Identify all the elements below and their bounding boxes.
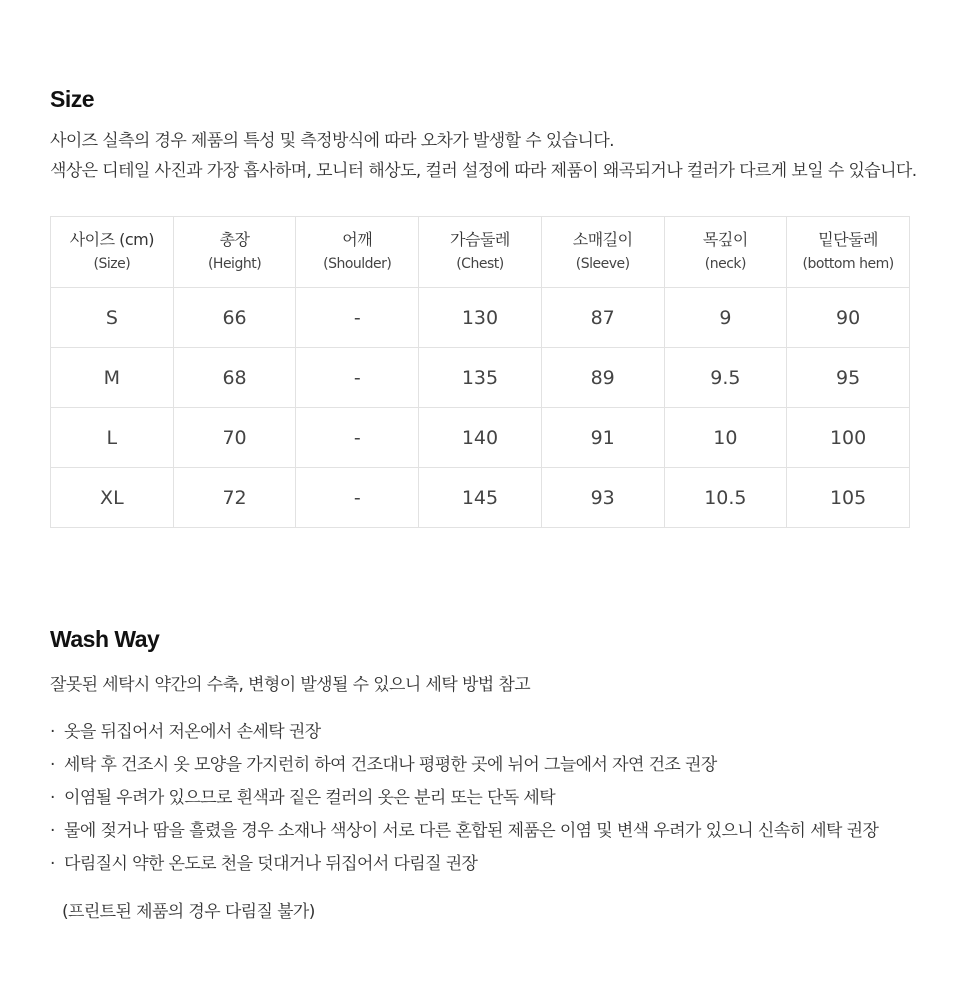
size-table-header-row (51, 217, 910, 288)
table-cell: 130 (419, 288, 542, 348)
list-item (50, 848, 878, 881)
header-shoulder (296, 217, 419, 288)
size-description-line-1: 사이즈 실측의 경우 제품의 특성 및 측정방식에 따라 오차가 발생할 수 있습니다. (50, 131, 614, 151)
table-cell: - (296, 348, 419, 408)
list-item (50, 815, 878, 848)
bullet-icon: · (50, 788, 55, 808)
wash-title: Wash Way (50, 626, 160, 652)
header-neck (664, 217, 787, 288)
table-cell: - (296, 408, 419, 468)
size-title: Size (50, 86, 95, 112)
table-cell: 9.5 (664, 348, 787, 408)
table-row (51, 408, 910, 468)
wash-intro: 잘못된 세탁시 약간의 수축, 변형이 발생될 수 있으니 세탁 방법 참고 (50, 675, 531, 695)
table-cell: - (296, 468, 419, 528)
header-label: 밑단둘레 (818, 230, 879, 249)
list-item-text: 이염될 우려가 있으므로 흰색과 짙은 컬러의 옷은 분리 또는 단독 세탁 (64, 788, 556, 808)
header-label: 가슴둘레 (450, 230, 510, 249)
table-cell: 10.5 (664, 468, 787, 528)
list-item-text: 옷을 뒤집어서 저온에서 손세탁 권장 (64, 722, 321, 742)
bullet-icon: · (50, 854, 55, 874)
size-table (50, 216, 910, 528)
table-cell: 91 (541, 408, 664, 468)
header-sub: (Sleeve) (575, 256, 630, 272)
table-cell: 68 (173, 348, 296, 408)
list-item-text: 물에 젖거나 땀을 흘렸을 경우 소재나 색상이 서로 다른 혼합된 제품은 이염 및 변색 우려가 있으니 신속히 세탁 권장 (64, 821, 879, 841)
header-bottom-hem (787, 217, 910, 288)
table-cell: M (51, 348, 174, 408)
table-row (51, 288, 910, 348)
header-sleeve (541, 217, 664, 288)
table-cell: 90 (787, 288, 910, 348)
table-row (51, 348, 910, 408)
header-size (51, 217, 174, 288)
header-sub: (neck) (704, 256, 746, 272)
list-item (50, 782, 878, 815)
header-label: 어깨 (342, 230, 373, 249)
table-cell: 89 (541, 348, 664, 408)
table-cell: 140 (419, 408, 542, 468)
table-cell: 87 (541, 288, 664, 348)
table-cell: S (51, 288, 174, 348)
header-sub: (Chest) (456, 256, 504, 272)
header-sub: (Shoulder) (323, 256, 392, 272)
bullet-icon: · (50, 821, 55, 841)
table-cell: 145 (419, 468, 542, 528)
table-cell: XL (51, 468, 174, 528)
header-label: 사이즈 (cm) (69, 230, 155, 249)
header-chest (419, 217, 542, 288)
list-item (50, 749, 878, 782)
table-cell: - (296, 288, 419, 348)
header-sub: (Height) (207, 256, 262, 272)
wash-note: (프린트된 제품의 경우 다림질 불가) (62, 902, 315, 922)
header-sub: (Size) (93, 256, 131, 272)
table-cell: 93 (541, 468, 664, 528)
table-cell: L (51, 408, 174, 468)
list-item-text: 다림질시 약한 온도로 천을 덧대거나 뒤집어서 다림질 권장 (64, 854, 478, 874)
header-label: 목깊이 (702, 230, 748, 249)
table-row (51, 468, 910, 528)
table-cell: 72 (173, 468, 296, 528)
bullet-icon: · (50, 722, 55, 742)
table-cell: 70 (173, 408, 296, 468)
header-height (173, 217, 296, 288)
table-cell: 105 (787, 468, 910, 528)
table-cell: 95 (787, 348, 910, 408)
table-cell: 66 (173, 288, 296, 348)
table-cell: 9 (664, 288, 787, 348)
table-cell: 135 (419, 348, 542, 408)
table-cell: 10 (664, 408, 787, 468)
header-label: 총장 (219, 230, 250, 249)
header-sub: (bottom hem) (802, 256, 894, 272)
header-label: 소매길이 (572, 230, 633, 249)
size-description-line-2: 색상은 디테일 사진과 가장 흡사하며, 모니터 해상도, 컬러 설정에 따라 제품이 왜곡되거나 컬러가 다르게 보일 수 있습니다. (50, 161, 917, 181)
wash-instructions-list (50, 716, 878, 881)
bullet-icon: · (50, 755, 55, 775)
list-item (50, 716, 878, 749)
list-item-text: 세탁 후 건조시 옷 모양을 가지런히 하여 건조대나 평평한 곳에 뉘어 그늘에서 자연 건조 권장 (64, 755, 717, 775)
table-cell: 100 (787, 408, 910, 468)
